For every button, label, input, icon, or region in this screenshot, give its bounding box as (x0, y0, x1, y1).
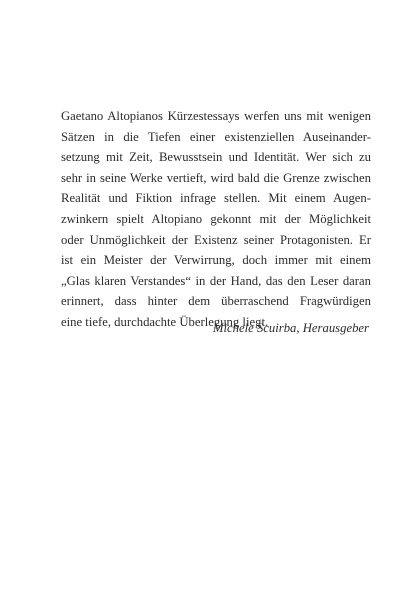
blurb-line: zwinkern spielt Altopiano gekonnt mit der Möglichkeit (61, 211, 371, 226)
blurb-line: setzung mit Zeit, Bewusstsein und Identität. Wer sich zu (61, 150, 371, 165)
blurb-line: oder Unmöglichkeit der Existenz seiner Protagonisten. Er (61, 232, 371, 247)
editor-signature: Michele Scuirba, Herausgeber (212, 321, 369, 335)
blurb-line: Sätzen in die Tiefen einer existenziellen Auseinander- (61, 129, 371, 144)
blurb-line: eine tiefe, durchdachte Überlegung liegt. (61, 314, 269, 329)
blurb-line: Realität und Fiktion infrage stellen. Mit einem Augen- (61, 191, 371, 206)
blurb-paragraph (61, 106, 371, 333)
blurb-line: „Glas klaren Verstandes“ in der Hand, das den Leser daran (61, 273, 371, 288)
blurb-line: ist ein Meister der Verwirrung, doch immer mit einem (61, 253, 371, 268)
blurb-line: Gaetano Altopianos Kürzestessays werfen uns mit wenigen (61, 109, 371, 123)
blurb-line: sehr in seine Werke vertieft, wird bald die Grenze zwischen (61, 170, 371, 185)
blurb-line: erinnert, dass hinter dem überraschend Fragwürdigen (61, 294, 371, 309)
